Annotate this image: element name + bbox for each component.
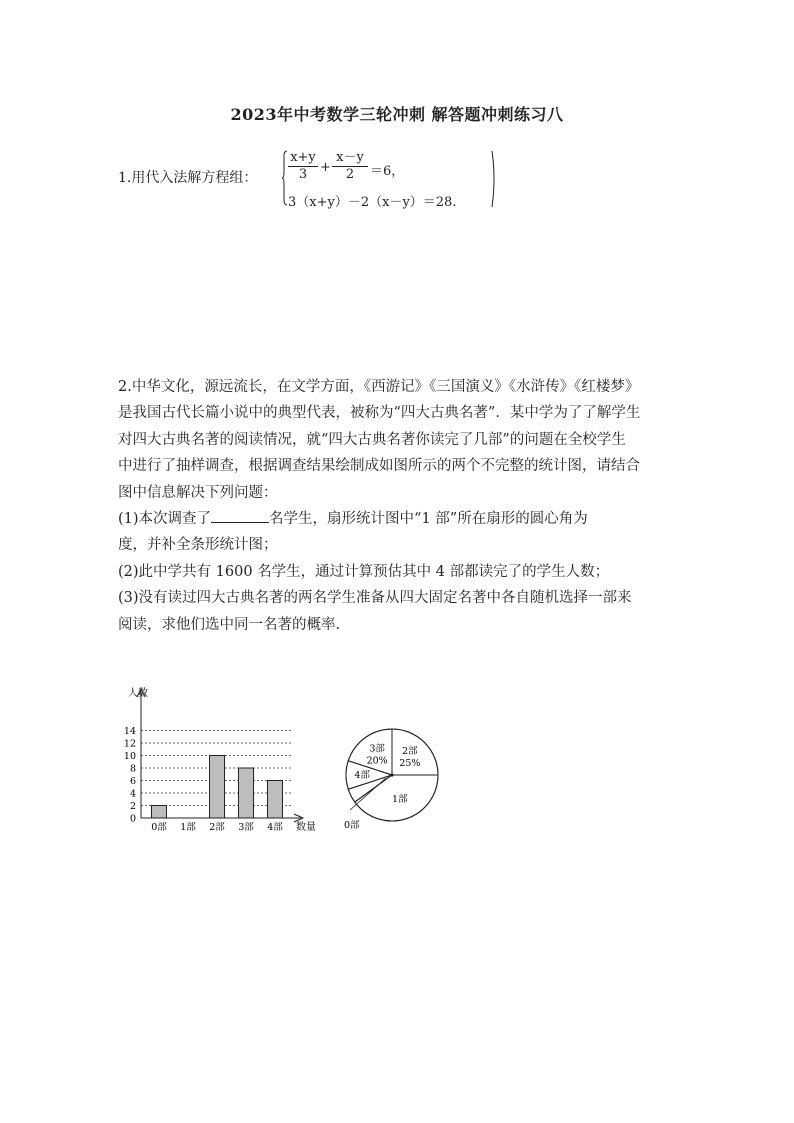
equation-1-rhs: ＝6， (370, 164, 405, 179)
y-tick-label: 6 (129, 776, 136, 787)
bar (268, 781, 283, 819)
y-tick-label: 10 (123, 751, 136, 762)
bar (239, 768, 254, 818)
bar (210, 756, 225, 819)
bar (152, 806, 167, 819)
x-tick-label: 1部 (180, 822, 196, 833)
intro-line-1: 2.中华文化，源远流长，在文学方面，《西游记》《三国演义》《水浒传》《红楼梦》 (118, 379, 640, 395)
x-tick-label: 2部 (209, 822, 225, 833)
question-2 (118, 374, 708, 638)
y-tick-label: 4 (129, 788, 136, 800)
fraction-1-numerator: x+y (288, 150, 318, 167)
x-axis-label: 数量 (296, 822, 316, 833)
sub-question-3: (3)没有读过四大古典名著的两名学生准备从四大固定名著中各自随机选择一部来 (118, 590, 632, 607)
pie-percent-label: 25% (399, 758, 421, 770)
question-1-label: 1.用代入法解方程组： (118, 170, 258, 186)
intro-line-4: 中进行了抽样调查，根据调查结果绘制成如图所示的两个不完整的统计图，请结合 (118, 458, 640, 475)
x-tick-label: 0部 (151, 822, 167, 833)
sub-question-2: (2)此中学共有 1600 名学生，通过计算预估其中 4 部都读完了的学生人数； (118, 563, 610, 580)
pie-label: 2部 (402, 746, 418, 758)
answer-blank[interactable] (211, 507, 269, 523)
fraction-1-denominator: 3 (298, 167, 308, 182)
y-tick-labels (124, 726, 136, 825)
x-tick-labels (151, 821, 283, 833)
pie-label: 3部 (369, 743, 385, 755)
fraction-2-numerator: x－y (332, 150, 368, 167)
pie-label: 4部 (354, 770, 370, 781)
x-tick-label: 3部 (238, 822, 254, 833)
equation-system (282, 150, 497, 208)
sub-question-1-part-a: (1)本次调查了 (118, 511, 212, 528)
fraction-2 (332, 150, 368, 183)
pie-label: 1部 (392, 794, 408, 806)
x-tick-label: 4部 (267, 822, 283, 833)
pie-center-dot (390, 773, 393, 776)
fraction-1 (288, 150, 318, 183)
y-tick-label: 0 (129, 813, 136, 825)
y-tick-label: 14 (123, 726, 136, 737)
sub-question-1-part-b: 名学生，扇形统计图中“1 部”所在扇形的圆心角为 (269, 511, 588, 528)
bar-chart (118, 684, 323, 834)
pie-percent-label: 20% (366, 755, 388, 767)
intro-line-5: 图中信息解决下列问题： (118, 484, 278, 501)
y-axis-label: 人数 (128, 688, 148, 699)
y-tick-label: 12 (123, 738, 136, 750)
y-tick-label: 2 (129, 801, 136, 812)
plus-sign: + (320, 160, 331, 175)
y-tick-label: 8 (129, 763, 136, 775)
pie-chart (338, 726, 453, 836)
sub-question-1-cont: 度，并补全条形统计图； (118, 537, 278, 554)
fraction-2-denominator: 2 (345, 167, 355, 182)
right-paren-icon (491, 150, 497, 208)
intro-line-3: 对四大古典名著的阅读情况，就“四大古典名著你读完了几部”的问题在全校学生 (118, 431, 626, 448)
page-title: 2023年中考数学三轮冲刺 解答题冲刺练习八 (230, 105, 564, 124)
intro-line-2: 是我国古代长篇小说中的典型代表，被称为“四大古典名著”．某中学为了了解学生 (118, 405, 641, 422)
bar-bars (152, 756, 283, 819)
pie-label: 0部 (344, 820, 360, 831)
sub-question-3-cont: 阅读，求他们选中同一名著的概率. (118, 616, 341, 633)
equation-2: 3（x+y）－2（x－y）＝28. (288, 195, 457, 210)
sub-question-1 (118, 506, 708, 532)
